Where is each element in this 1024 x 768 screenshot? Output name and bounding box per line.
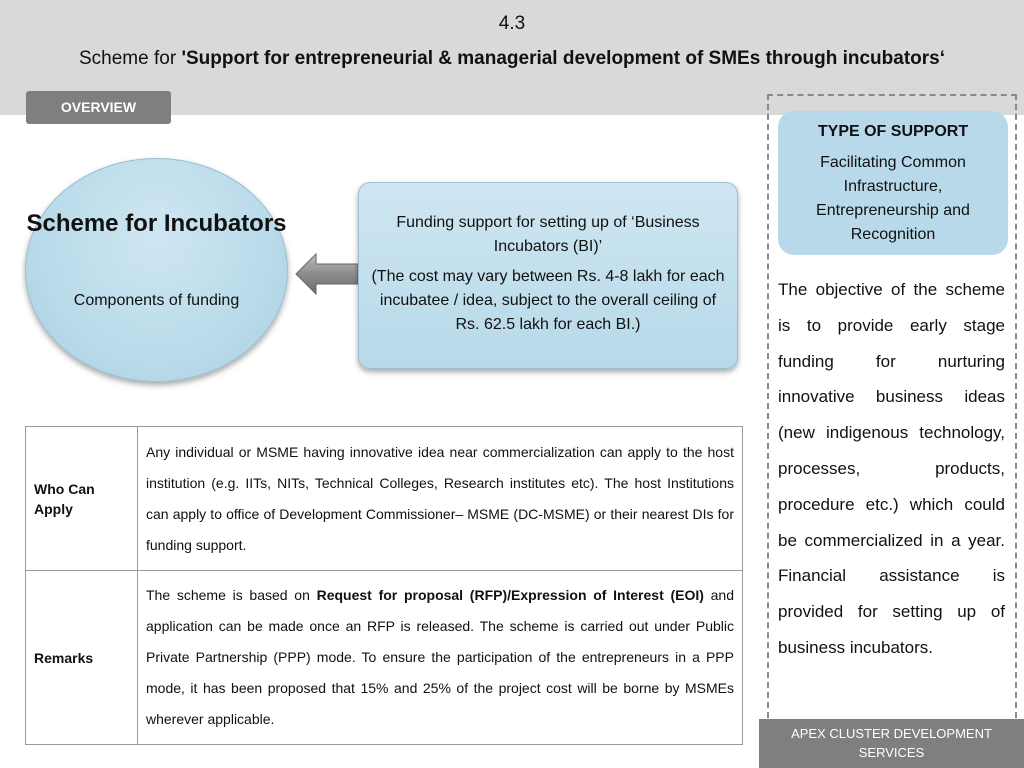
scheme-title: Scheme for Incubators: [26, 210, 287, 237]
type-of-support-title: TYPE OF SUPPORT: [817, 123, 969, 140]
type-of-support-box: [778, 111, 1008, 255]
remarks-text-after: and application can be made once an RFP is released. The scheme is carried out under Public Private Partnership (PPP) mode. To ensure the participation of the entrepreneurs in a PPP mode, it has been proposed that 15% and 25% of the project cost will be borne by MSMEs wherever applicable.: [146, 587, 734, 727]
type-of-support-text: Facilitating Common Infrastructure, Entrepreneurship and Recognition: [816, 154, 970, 243]
who-can-apply-text: Any individual or MSME having innovative idea near commercialization can apply to the host institution (e.g. IITs, NITs, Technical Colleges, Research institutes etc). The host Institutions can apply to office of Development Commissioner– MSME (DC-MSME) or their nearest DIs for funding support.: [138, 427, 743, 571]
slide-title-bold: 'Support for entrepreneurial & managerial development of SMEs through incubators‘: [181, 48, 945, 69]
slide-number: 4.3: [498, 13, 526, 34]
funding-box: [358, 182, 738, 369]
scheme-ellipse: [25, 158, 288, 382]
remarks-text-bold: Request for proposal (RFP)/Expression of Interest (EOI): [316, 587, 704, 603]
remarks-text: [138, 571, 743, 745]
slide-title: [0, 48, 1024, 70]
funding-line-1: Funding support for setting up of ‘Business Incubators (BI)’: [396, 214, 700, 255]
table-row-who-can-apply: [26, 427, 743, 571]
info-table: [25, 426, 743, 745]
overview-tab[interactable]: OVERVIEW: [26, 91, 171, 124]
remarks-label: Remarks: [26, 571, 138, 745]
remarks-text-before: The scheme is based on: [146, 587, 317, 603]
scheme-subtitle: Components of funding: [73, 292, 240, 309]
left-arrow-icon: [294, 252, 360, 296]
table-row-remarks: [26, 571, 743, 745]
who-can-apply-label: Who Can Apply: [26, 427, 138, 571]
slide-title-prefix: Scheme for: [79, 48, 182, 69]
objective-text: The objective of the scheme is to provide early stage funding for nurturing innovative business ideas (new indigenous technology, processes, products, procedure etc.) which could be commercialized in a year. Financial assistance is provided for setting up of business incubators.: [778, 280, 1005, 657]
funding-line-2: (The cost may vary between Rs. 4-8 lakh for each incubatee / idea, subject to the overall ceiling of Rs. 62.5 lakh for each BI.): [371, 268, 725, 333]
apex-footer: APEX CLUSTER DEVELOPMENT SERVICES: [759, 719, 1024, 768]
